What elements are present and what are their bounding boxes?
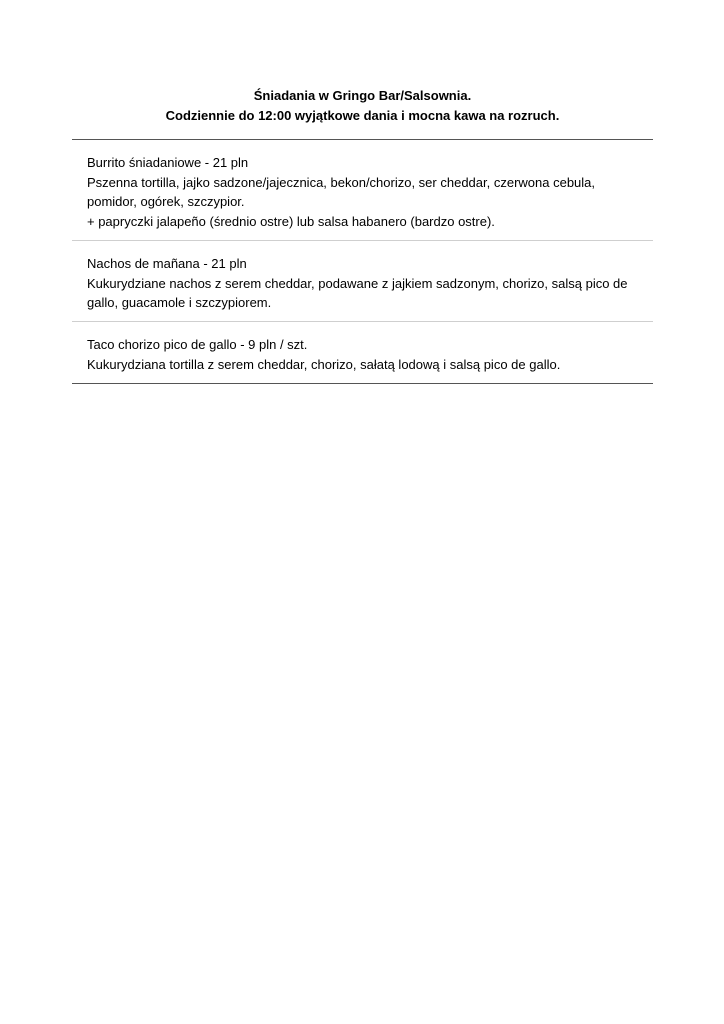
menu-item-description: Kukurydziane nachos z serem cheddar, podawane z jajkiem sadzonym, chorizo, salsą pico de — [87, 275, 628, 291]
menu-item-description: Kukurydziana tortilla z serem cheddar, chorizo, sałatą lodową i salsą pico de gallo. — [87, 356, 561, 372]
menu-header — [72, 86, 653, 126]
menu-item-description: + papryczki jalapeño (średnio ostre) lub salsa habanero (bardzo ostre). — [87, 213, 495, 229]
menu-item-burrito — [72, 140, 653, 240]
page-title: Śniadania w Gringo Bar/Salsownia. — [253, 88, 472, 103]
menu-item-description: gallo, guacamole i szczypiorem. — [87, 295, 272, 310]
menu-item-description: pomidor, ogórek, szczypior. — [87, 194, 245, 209]
menu-table — [72, 139, 653, 384]
menu-item-name-price: Nachos de mañana - 21 pln — [87, 256, 247, 271]
menu-item-name-price: Taco chorizo pico de gallo - 9 pln / szt. — [87, 337, 308, 352]
menu-item-name-price: Burrito śniadaniowe - 21 pln — [87, 155, 249, 170]
menu-item-description: Pszenna tortilla, jajko sadzone/jajecznica, bekon/chorizo, ser cheddar, czerwona cebula, — [87, 174, 596, 190]
page-subtitle: Codziennie do 12:00 wyjątkowe dania i mocna kawa na rozruch. — [165, 108, 560, 123]
menu-item-nachos — [72, 240, 653, 321]
menu-item-taco — [72, 321, 653, 383]
